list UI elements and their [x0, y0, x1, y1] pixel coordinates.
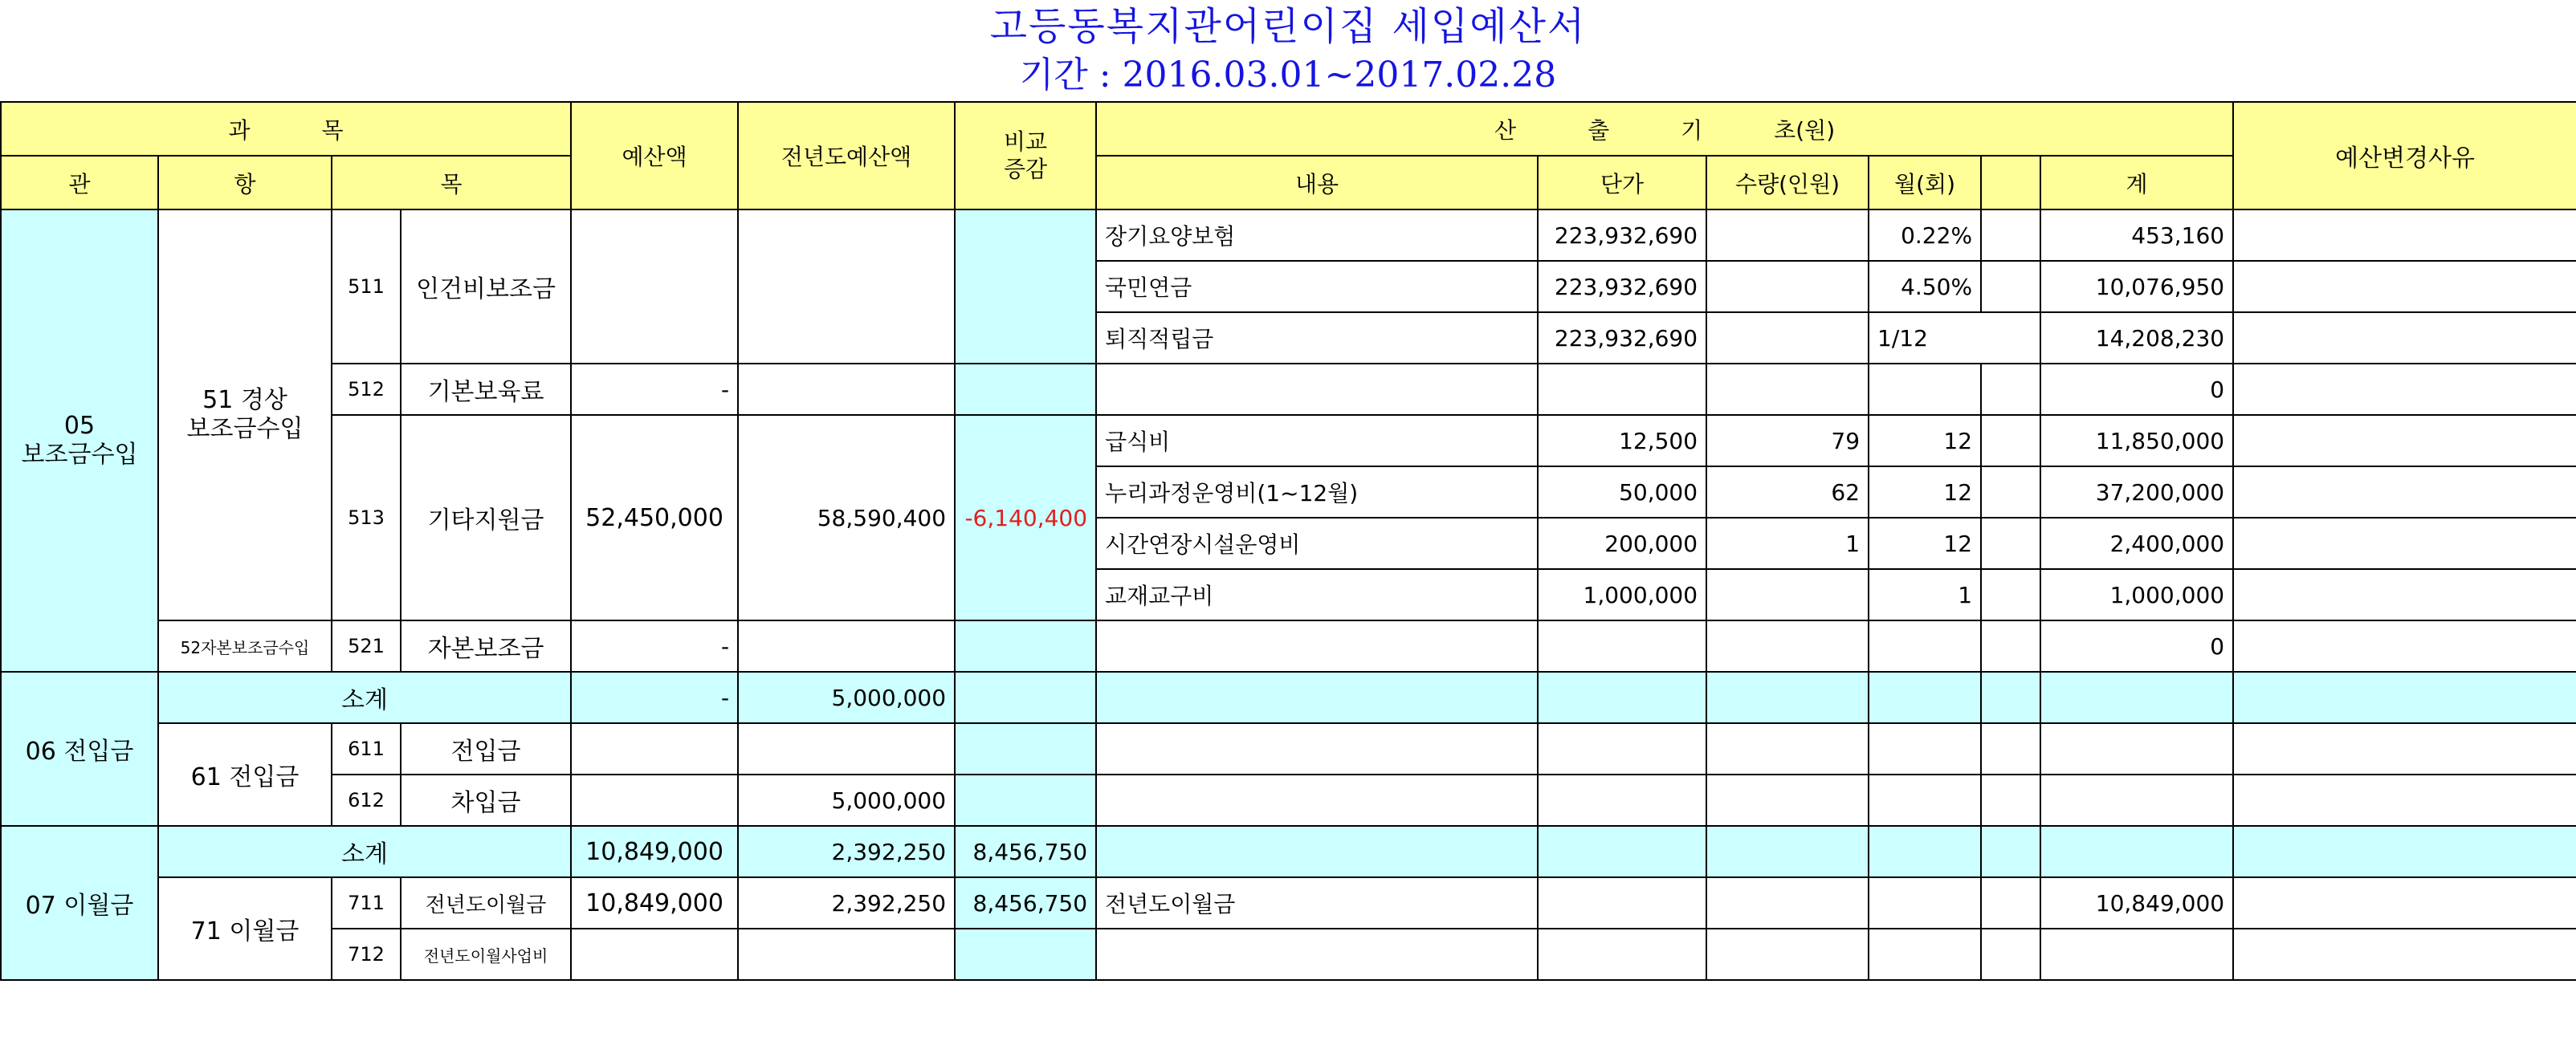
header-month: 월(회)	[1869, 156, 1981, 209]
calc-month	[1869, 775, 1981, 826]
header-reason: 예산변경사유	[2233, 102, 2576, 209]
calc-reason	[2233, 929, 2576, 980]
header-budget: 예산액	[571, 102, 738, 209]
subtotal-06-label: 소계	[158, 672, 571, 723]
calc-quantity	[1706, 261, 1869, 312]
subtotal-06-budget: -	[571, 672, 738, 723]
calc-blank	[1981, 775, 2040, 826]
gwan-07: 07 이월금	[1, 826, 158, 980]
calc-total: 37,200,000	[2040, 466, 2233, 518]
header-prev-budget: 전년도예산액	[738, 102, 955, 209]
header-hang: 항	[158, 156, 332, 209]
calc-blank	[1981, 620, 2040, 672]
mok-512-budget: -	[571, 364, 738, 415]
calc-reason	[2233, 209, 2576, 261]
calc-blank	[1981, 261, 2040, 312]
calc-quantity: 1	[1706, 518, 1869, 569]
mok-712-budget	[571, 929, 738, 980]
calc-content: 전년도이월금	[1096, 877, 1538, 929]
hang-52: 52자본보조금수입	[158, 620, 332, 672]
calc-month: 12	[1869, 466, 1981, 518]
mok-513-budget: 52,450,000	[571, 415, 738, 620]
subtotal-06-prev: 5,000,000	[738, 672, 955, 723]
header-quantity: 수량(인원)	[1706, 156, 1869, 209]
calc-total: 10,849,000	[2040, 877, 2233, 929]
mok-711-budget: 10,849,000	[571, 877, 738, 929]
mok-711-code: 711	[332, 877, 401, 929]
document-title: 고등동복지관어린이집 세입예산서	[989, 4, 1587, 49]
calc-total	[2040, 672, 2233, 723]
calc-quantity	[1706, 929, 1869, 980]
calc-content: 퇴직적립금	[1096, 312, 1538, 364]
calc-reason	[2233, 877, 2576, 929]
calc-month	[1869, 620, 1981, 672]
calc-content	[1096, 364, 1538, 415]
calc-quantity	[1706, 364, 1869, 415]
calc-blank	[1981, 466, 2040, 518]
calc-quantity	[1706, 312, 1869, 364]
header-calc-basis: 산 출 기 초(원)	[1096, 102, 2233, 156]
calc-reason	[2233, 569, 2576, 620]
mok-611-budget	[571, 723, 738, 775]
calc-total: 0	[2040, 620, 2233, 672]
calc-blank	[1981, 826, 2040, 877]
calc-quantity	[1706, 826, 1869, 877]
mok-612-code: 612	[332, 775, 401, 826]
calc-reason	[2233, 364, 2576, 415]
calc-blank	[1981, 209, 2040, 261]
calc-unit-price	[1538, 929, 1706, 980]
calc-unit-price	[1538, 877, 1706, 929]
calc-unit-price	[1538, 620, 1706, 672]
calc-content	[1096, 620, 1538, 672]
mok-513-compare: -6,140,400	[955, 415, 1096, 620]
calc-quantity	[1706, 569, 1869, 620]
mok-521-prev	[738, 620, 955, 672]
calc-unit-price: 223,932,690	[1538, 261, 1706, 312]
calc-unit-price: 1,000,000	[1538, 569, 1706, 620]
calc-unit-price: 200,000	[1538, 518, 1706, 569]
calc-unit-price: 12,500	[1538, 415, 1706, 466]
mok-511-prev	[738, 209, 955, 364]
calc-reason	[2233, 620, 2576, 672]
subtotal-07-budget: 10,849,000	[571, 826, 738, 877]
calc-content: 교재교구비	[1096, 569, 1538, 620]
mok-513-prev: 58,590,400	[738, 415, 955, 620]
calc-content: 누리과정운영비(1~12월)	[1096, 466, 1538, 518]
header-gwan: 관	[1, 156, 158, 209]
calc-total: 10,076,950	[2040, 261, 2233, 312]
calc-total	[2040, 929, 2233, 980]
calc-content	[1096, 929, 1538, 980]
mok-612-name: 차입금	[401, 775, 571, 826]
mok-521-name: 자본보조금	[401, 620, 571, 672]
calc-unit-price: 223,932,690	[1538, 209, 1706, 261]
calc-total: 14,208,230	[2040, 312, 2233, 364]
title-block	[0, 0, 2576, 101]
hang-71: 71 이월금	[158, 877, 332, 980]
calc-month: 12	[1869, 415, 1981, 466]
calc-total: 453,160	[2040, 209, 2233, 261]
calc-quantity	[1706, 877, 1869, 929]
mok-513-name: 기타지원금	[401, 415, 571, 620]
mok-712-code: 712	[332, 929, 401, 980]
subtotal-07-compare: 8,456,750	[955, 826, 1096, 877]
calc-month	[1869, 364, 1981, 415]
calc-reason	[2233, 826, 2576, 877]
subtotal-07-label: 소계	[158, 826, 571, 877]
mok-513-code: 513	[332, 415, 401, 620]
calc-month: 1	[1869, 569, 1981, 620]
calc-month: 12	[1869, 518, 1981, 569]
calc-content	[1096, 672, 1538, 723]
calc-reason	[2233, 261, 2576, 312]
mok-611-compare	[955, 723, 1096, 775]
calc-unit-price	[1538, 364, 1706, 415]
mok-612-prev: 5,000,000	[738, 775, 955, 826]
calc-content: 급식비	[1096, 415, 1538, 466]
calc-month	[1869, 723, 1981, 775]
calc-quantity	[1706, 775, 1869, 826]
mok-712-compare	[955, 929, 1096, 980]
mok-712-prev	[738, 929, 955, 980]
header-content: 내용	[1096, 156, 1538, 209]
calc-quantity	[1706, 723, 1869, 775]
mok-711-name: 전년도이월금	[401, 877, 571, 929]
mok-611-code: 611	[332, 723, 401, 775]
calc-month: 1/12	[1869, 312, 2040, 364]
calc-total	[2040, 723, 2233, 775]
calc-total	[2040, 775, 2233, 826]
mok-711-prev: 2,392,250	[738, 877, 955, 929]
calc-total: 11,850,000	[2040, 415, 2233, 466]
hang-51: 51 경상 보조금수입	[158, 209, 332, 620]
mok-511-compare	[955, 209, 1096, 364]
calc-blank	[1981, 723, 2040, 775]
calc-total: 1,000,000	[2040, 569, 2233, 620]
header-compare: 비교 증감	[955, 102, 1096, 209]
calc-unit-price	[1538, 723, 1706, 775]
gwan-05: 05 보조금수입	[1, 209, 158, 672]
calc-blank	[1981, 672, 2040, 723]
calc-content: 장기요양보험	[1096, 209, 1538, 261]
calc-blank	[1981, 364, 2040, 415]
mok-611-name: 전입금	[401, 723, 571, 775]
calc-month	[1869, 672, 1981, 723]
mok-521-compare	[955, 620, 1096, 672]
calc-quantity	[1706, 672, 1869, 723]
calc-content	[1096, 775, 1538, 826]
hang-61: 61 전입금	[158, 723, 332, 826]
header-unit-price: 단가	[1538, 156, 1706, 209]
calc-content	[1096, 723, 1538, 775]
header-total: 계	[2040, 156, 2233, 209]
header-mok: 목	[332, 156, 571, 209]
calc-total: 0	[2040, 364, 2233, 415]
header-blank	[1981, 156, 2040, 209]
mok-512-prev	[738, 364, 955, 415]
gwan-06: 06 전입금	[1, 672, 158, 826]
mok-512-name: 기본보육료	[401, 364, 571, 415]
calc-reason	[2233, 466, 2576, 518]
calc-blank	[1981, 569, 2040, 620]
mok-511-budget	[571, 209, 738, 364]
calc-reason	[2233, 672, 2576, 723]
calc-content: 국민연금	[1096, 261, 1538, 312]
calc-total	[2040, 826, 2233, 877]
mok-712-name: 전년도이월사업비	[401, 929, 571, 980]
calc-total: 2,400,000	[2040, 518, 2233, 569]
calc-content: 시간연장시설운영비	[1096, 518, 1538, 569]
subtotal-07-prev: 2,392,250	[738, 826, 955, 877]
mok-512-code: 512	[332, 364, 401, 415]
calc-reason	[2233, 723, 2576, 775]
calc-quantity	[1706, 209, 1869, 261]
calc-content	[1096, 826, 1538, 877]
calc-unit-price	[1538, 775, 1706, 826]
mok-711-compare: 8,456,750	[955, 877, 1096, 929]
mok-521-budget: -	[571, 620, 738, 672]
period-label: 기간 : 2016.03.01~2017.02.28	[1019, 55, 1557, 96]
calc-quantity: 79	[1706, 415, 1869, 466]
mok-521-code: 521	[332, 620, 401, 672]
calc-month	[1869, 929, 1981, 980]
calc-unit-price: 223,932,690	[1538, 312, 1706, 364]
calc-reason	[2233, 415, 2576, 466]
mok-511-code: 511	[332, 209, 401, 364]
calc-blank	[1981, 518, 2040, 569]
mok-511-name: 인건비보조금	[401, 209, 571, 364]
header-gwamok: 과 목	[1, 102, 571, 156]
calc-unit-price: 50,000	[1538, 466, 1706, 518]
calc-unit-price	[1538, 672, 1706, 723]
calc-reason	[2233, 518, 2576, 569]
calc-quantity: 62	[1706, 466, 1869, 518]
calc-month: 4.50%	[1869, 261, 1981, 312]
calc-blank	[1981, 877, 2040, 929]
calc-blank	[1981, 929, 2040, 980]
calc-blank	[1981, 415, 2040, 466]
calc-month	[1869, 877, 1981, 929]
mok-612-budget	[571, 775, 738, 826]
calc-month	[1869, 826, 1981, 877]
revenue-budget-table	[0, 101, 2576, 981]
mok-611-prev	[738, 723, 955, 775]
calc-reason	[2233, 312, 2576, 364]
calc-reason	[2233, 775, 2576, 826]
subtotal-06-compare	[955, 672, 1096, 723]
calc-unit-price	[1538, 826, 1706, 877]
calc-quantity	[1706, 620, 1869, 672]
mok-512-compare	[955, 364, 1096, 415]
mok-612-compare	[955, 775, 1096, 826]
calc-month: 0.22%	[1869, 209, 1981, 261]
